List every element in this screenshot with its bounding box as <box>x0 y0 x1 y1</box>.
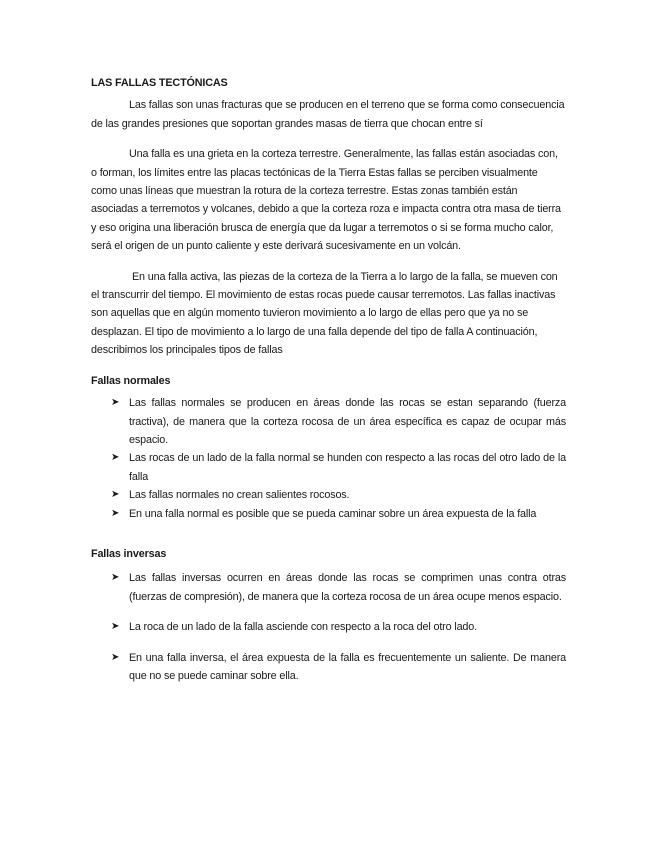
heading-fallas-normales: Fallas normales <box>91 374 171 387</box>
document-page <box>91 74 566 685</box>
list-item-text: Las fallas normales se producen en áreas donde las rocas se estan separando (fuerza tractiva), de manera que la corteza rocosa de un área específica es capaz de ocupar más espacio. <box>129 397 566 446</box>
arrow-bullet-icon: ➤ <box>111 572 120 584</box>
list-item-text: Las fallas inversas ocurren en áreas donde las rocas se comprimen unas contra otras (fuerzas de compresión), de manera que la corteza rocosa de un área ocupe menos espacio. <box>129 572 566 603</box>
document-title: LAS FALLAS TECTÓNICAS <box>91 77 228 89</box>
arrow-bullet-icon: ➤ <box>111 621 120 633</box>
paragraph-intro: Las fallas son unas fracturas que se producen en el terreno que se forma como consecuencia de las grandes presiones que soportan grandes masas de tierra que chocan entre sí <box>91 99 565 130</box>
list-item <box>91 394 566 449</box>
list-item-text: En una falla normal es posible que se pueda caminar sobre un área expuesta de la falla <box>129 507 537 520</box>
list-item <box>91 618 566 636</box>
list-item-text: En una falla inversa, el área expuesta de la falla es frecuentemente un saliente. De manera que no se puede caminar sobre ella. <box>129 651 566 682</box>
list-item <box>91 569 566 606</box>
list-item-text: Las rocas de un lado de la falla normal se hunden con respecto a las rocas del otro lado de la falla <box>129 452 566 483</box>
list-item-text: La roca de un lado de la falla asciende con respecto a la roca del otro lado. <box>129 621 477 634</box>
arrow-bullet-icon: ➤ <box>111 397 120 409</box>
list-item <box>91 649 566 686</box>
arrow-bullet-icon: ➤ <box>111 507 120 519</box>
arrow-bullet-icon: ➤ <box>111 452 120 464</box>
list-item <box>91 486 566 504</box>
paragraph-definition: Una falla es una grieta en la corteza terrestre. Generalmente, las fallas están asociadas con, o forman, los límites entre las placas tectónicas de la Tierra Estas fallas se perciben visualmente como unas líneas que muestran la rotura de la corteza terrestre. Estas zonas también están asociadas a terremotos y volcanes, debido a que la corteza roza e impacta contra otra masa de tierra y eso origina una liberación brusca de energía que da lugar a terremotos o si se forma mucho calor, será el origen de un punto caliente y este derivará sucesivamente en un volcán. <box>91 148 561 253</box>
list-item <box>91 505 566 523</box>
list-item-text: Las fallas normales no crean salientes rocosos. <box>129 489 350 502</box>
list-fallas-normales <box>91 394 566 523</box>
paragraph-active-faults: En una falla activa, las piezas de la corteza de la Tierra a lo largo de la falla, se mueven con el transcurrir del tiempo. El movimiento de estas rocas puede causar terremotos. Las fallas inactivas son aquellas que en algún momento tuvieron movimiento a lo largo de ellas pero que ya no se desplazan. El tipo de movimiento a lo largo de una falla depende del tipo de falla A continuación, describimos los principales tipos de fallas <box>91 270 558 357</box>
heading-fallas-inversas: Fallas inversas <box>91 547 167 560</box>
list-item <box>91 449 566 486</box>
arrow-bullet-icon: ➤ <box>111 489 120 501</box>
arrow-bullet-icon: ➤ <box>111 651 120 663</box>
list-fallas-inversas <box>91 569 566 685</box>
